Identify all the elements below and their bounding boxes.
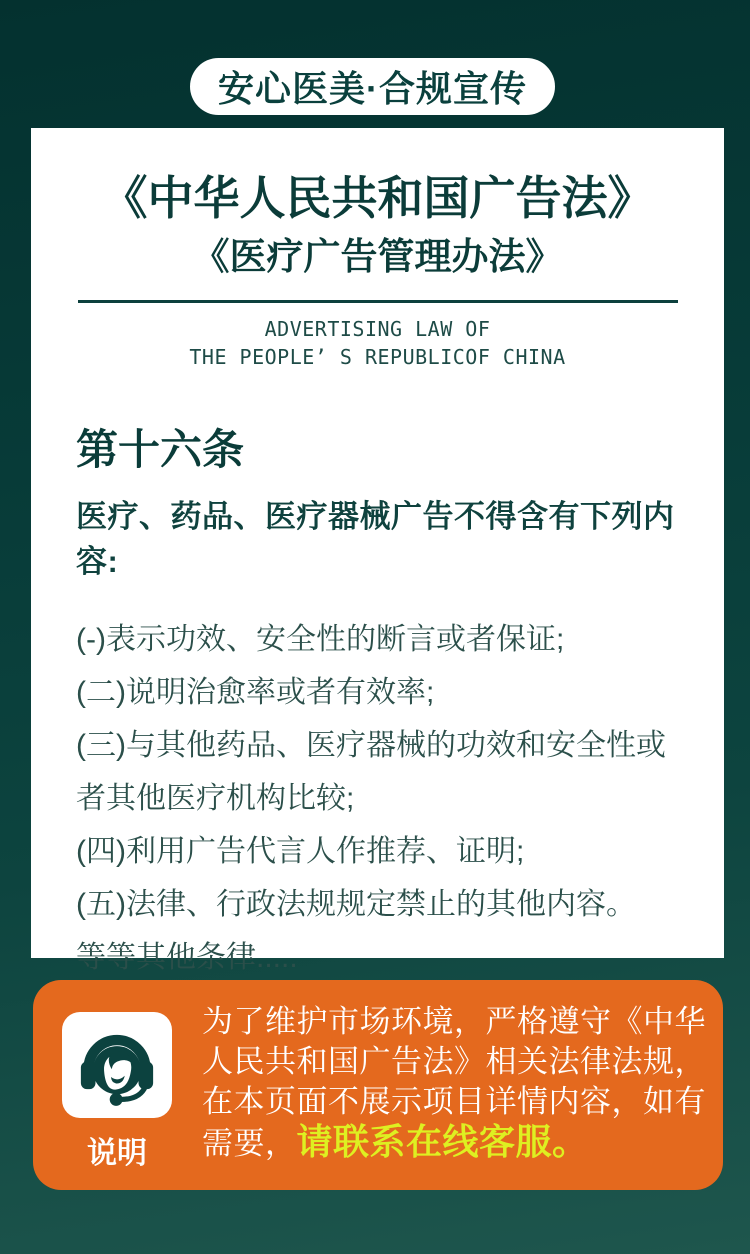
notice-text-body: 为了维护市场环境，严格遵守《中华人民共和国广告法》相关法律法规，在本页面不展示项目详情内容，如有需要， (202, 1004, 706, 1161)
law-title: 《中华人民共和国广告法》 (101, 172, 654, 224)
article-number: 第十六条 (76, 425, 245, 473)
notice-text (202, 1002, 710, 1164)
law-card (31, 128, 724, 974)
notice-card (33, 980, 723, 1190)
clause-list (76, 613, 694, 984)
law-english-line1: ADVERTISING LAW OF (264, 316, 491, 341)
law-english-line2: THE PEOPLE’ S REPUBLICOF CHINA (189, 344, 566, 369)
clause-item: (三)与其他药品、医疗器械的功效和安全性或者其他医疗机构比较; (76, 728, 666, 815)
clause-item: (-)表示功效、安全性的断言或者保证; (76, 622, 565, 656)
customer-service-icon-box[interactable] (62, 1012, 172, 1118)
clause-item: (四)利用广告代言人作推荐、证明; (76, 834, 525, 868)
article-lead: 医疗、药品、医疗器械广告不得含有下列内容: (76, 498, 675, 579)
law-subtitle: 《医疗广告管理办法》 (192, 235, 563, 277)
compliance-badge (190, 58, 555, 115)
law-english-title (31, 315, 724, 371)
customer-service-icon (74, 1022, 160, 1108)
clause-item: (五)法律、行政法规规定禁止的其他内容。 (76, 887, 636, 921)
contact-service-link[interactable]: 请联系在线客服。 (296, 1121, 589, 1162)
clause-item: (二)说明治愈率或者有效率; (76, 675, 435, 709)
compliance-badge-label: 安心医美·合规宣传 (218, 68, 527, 109)
notice-icon-label: 说明 (87, 1137, 147, 1170)
clause-item: 等等其他条律..... (76, 940, 298, 974)
divider-line (78, 300, 678, 303)
